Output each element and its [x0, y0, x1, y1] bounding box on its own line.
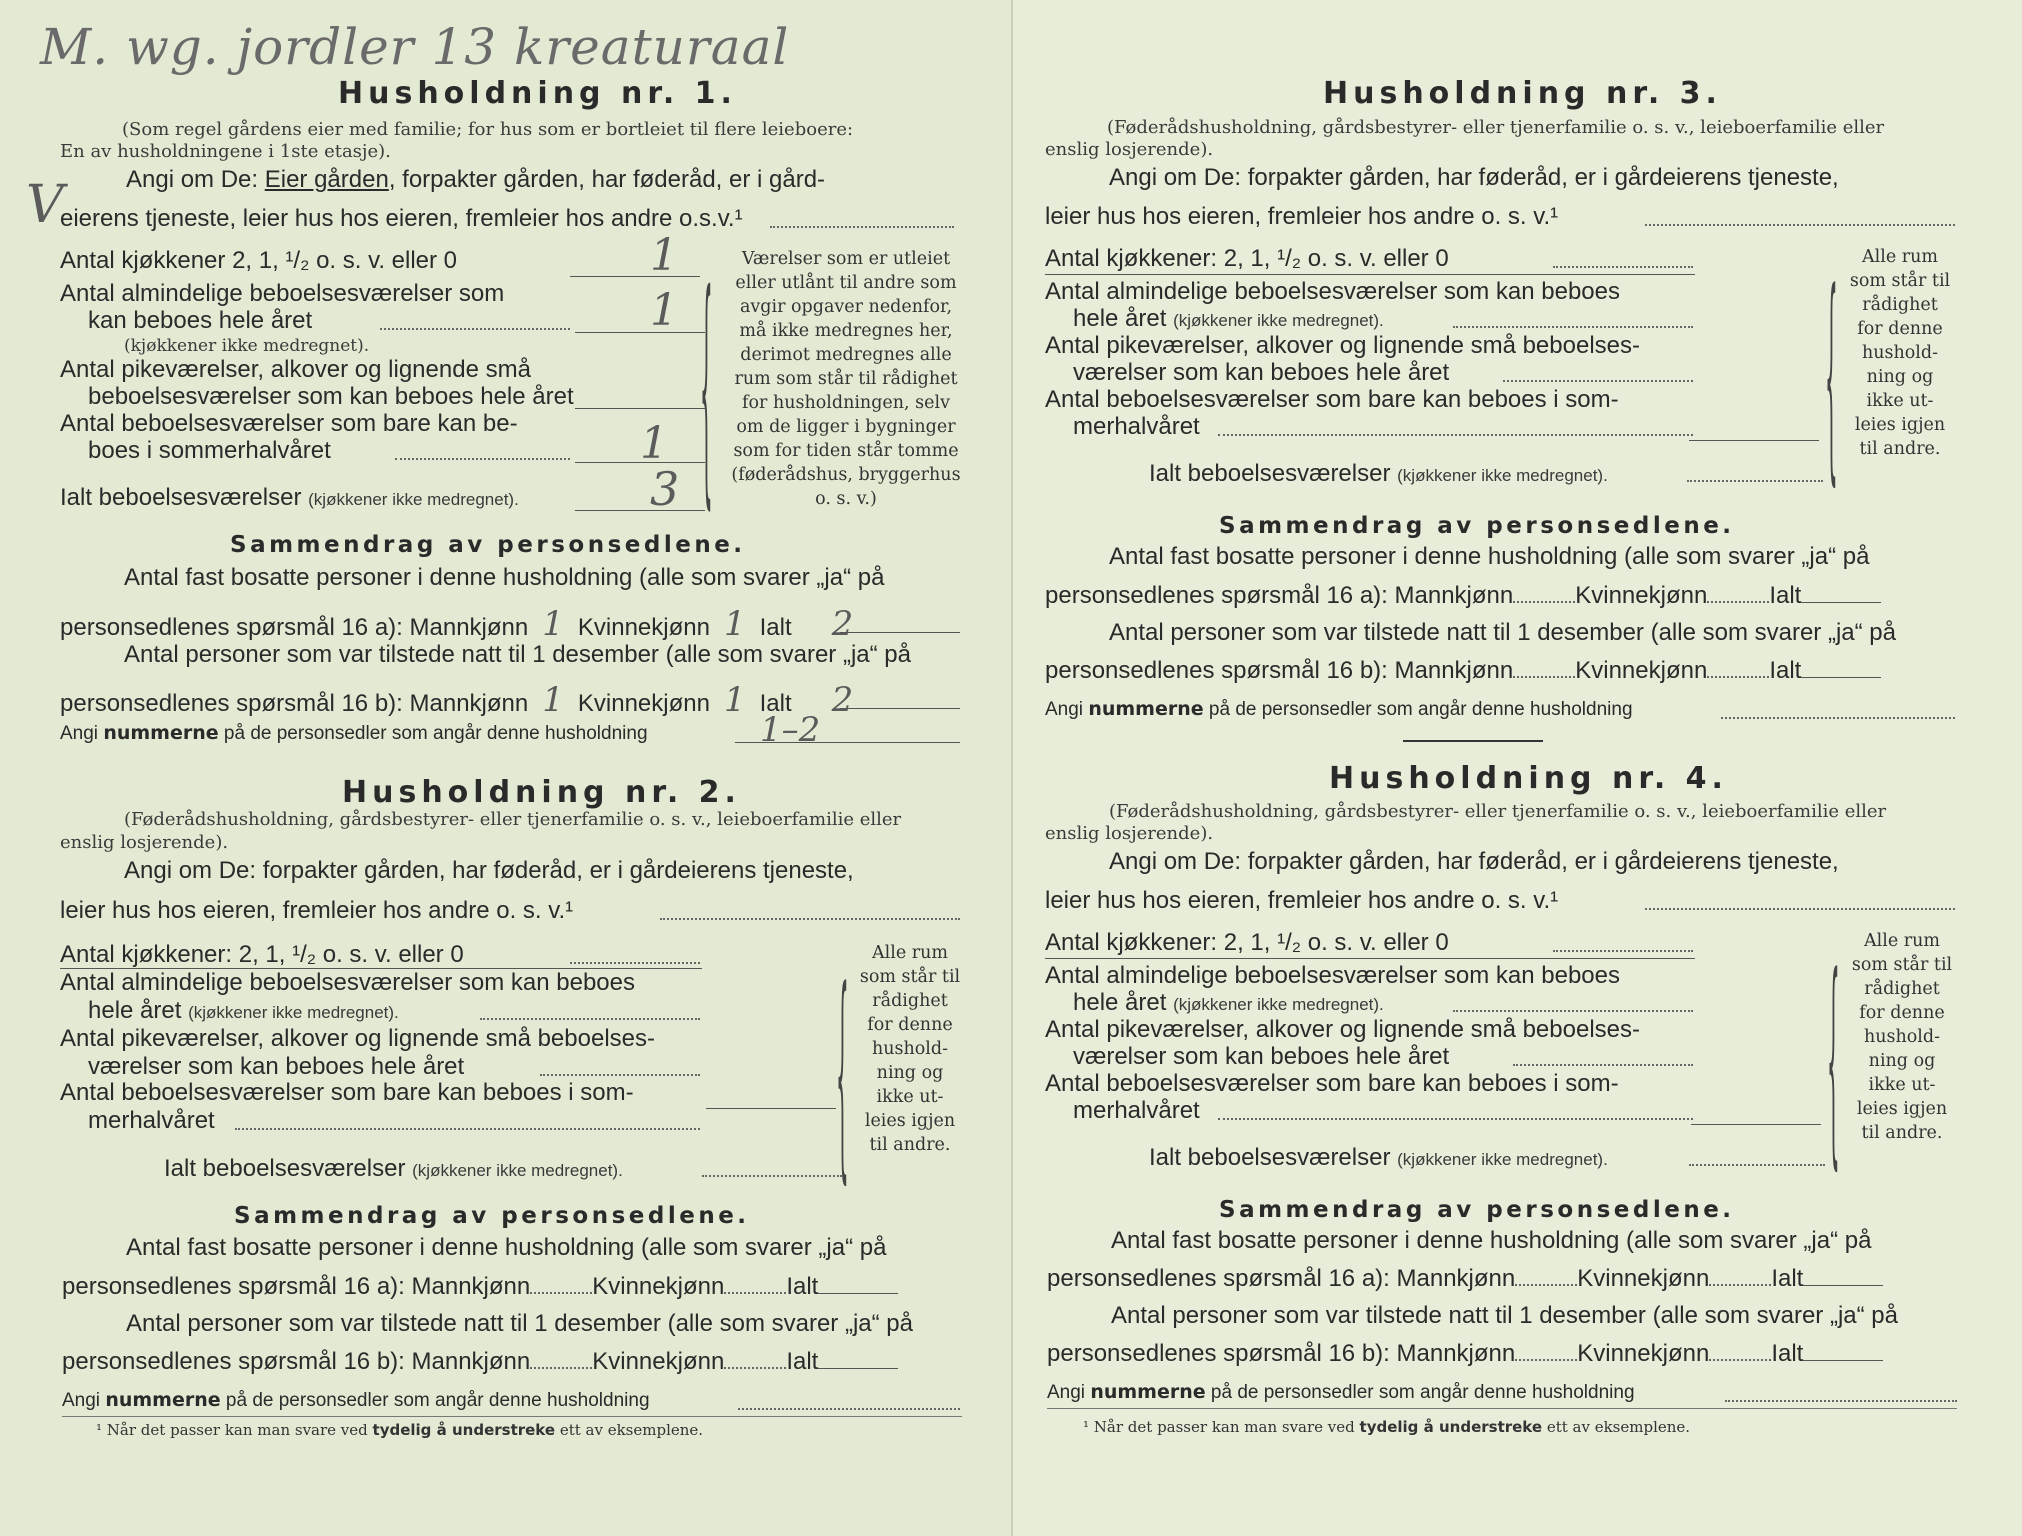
hh1-til-line1: Antal personer som var tilstede natt til 1 desember (alle som svarer „ja“ på [124, 641, 911, 668]
hh2-angi-nr [62, 1389, 650, 1412]
hh4-sommer-line1: Antal beboelsesværelser som bare kan beboes i som- [1045, 1070, 1619, 1097]
hh2-til-ialt: Ialt [786, 1348, 819, 1375]
hh4-kjokken-label: Antal kjøkkener: 2, 1, ¹/₂ o. s. v. eller 0 [1045, 929, 1449, 956]
hh4-footnote-post: ett av eksemplene. [1542, 1418, 1691, 1436]
hh1-ialt-label [60, 484, 519, 512]
hh1-alm-dots [380, 328, 570, 330]
hh4-pike-dots [1513, 1064, 1693, 1066]
hh1-pike-line2: beboelsesværelser som kan beboes hele året [88, 383, 574, 410]
hh2-ialt-label [164, 1155, 623, 1183]
hh3-kjokken-dots [1553, 266, 1693, 268]
hh2-sommer-line[interactable] [706, 1108, 836, 1109]
hh2-angi-dots [660, 918, 960, 920]
hh2-footnote-bold: tydelig å understreke [372, 1421, 556, 1439]
hh4-footnote-bold: tydelig å understreke [1359, 1418, 1543, 1436]
hh4-foot-rule [1047, 1408, 1957, 1409]
hh3-summary-title: Sammendrag av personsedlene. [1219, 513, 1735, 539]
hh4-til-line1: Antal personer som var tilstede natt til 1 desember (alle som svarer „ja“ på [1111, 1302, 1898, 1329]
hh2-fast-line1: Antal fast bosatte personer i denne husholdning (alle som svarer „ja“ på [126, 1234, 887, 1261]
hh4-title: Husholdning nr. 4. [1329, 761, 1728, 796]
hh4-fast-i-line[interactable] [1803, 1285, 1883, 1286]
hh3-angi-nr-bold: nummerne [1088, 698, 1204, 720]
hh3-pike-line1: Antal pikeværelser, alkover og lignende små beboelses- [1045, 332, 1640, 359]
hh1-check-mark: V [26, 175, 64, 235]
hh1-fast-pre: personsedlenes spørsmål 16 a): Mannkjønn [60, 614, 529, 641]
hh3-ialt-text: Ialt beboelsesværelser [1149, 460, 1391, 487]
hh3-til-i-line[interactable] [1801, 677, 1881, 678]
hh4-ialt-label [1149, 1144, 1608, 1172]
hh2-angi-line2: leier hus hos eieren, fremleier hos andre o. s. v.¹ [60, 897, 574, 924]
hh1-til-kvinne: Kvinnekjønn [577, 690, 710, 717]
hh1-angi-eier-underlined: Eier gården [264, 166, 389, 193]
hh4-angi-nr [1047, 1381, 1635, 1404]
hh4-pike-line2: værelser som kan beboes hele året [1073, 1043, 1450, 1070]
hh2-angi-nr-pre: Angi [62, 1390, 106, 1411]
hh1-alm-line2: kan beboes hele året [88, 307, 313, 334]
hh1-angi-post: , forpakter gården, har føderåd, er i gård- [388, 166, 826, 193]
hh1-side-brace: { [700, 248, 713, 534]
hh1-til-line2 [60, 680, 853, 720]
hh3-fast-ialt: Ialt [1769, 582, 1802, 609]
hh1-note-line2: En av husholdningene i 1ste etasje). [60, 141, 391, 162]
hh4-fast-line1: Antal fast bosatte personer i denne husholdning (alle som svarer „ja“ på [1111, 1227, 1872, 1254]
hh2-angi-nr-dots[interactable] [738, 1408, 960, 1410]
hh2-foot-rule [62, 1416, 962, 1417]
hh2-footnote-pre: ¹ Når det passer kan man svare ved [96, 1421, 373, 1439]
handwritten-header: M. wg. jordler 13 kreaturaal [40, 18, 790, 76]
hh1-fast-line2 [60, 604, 853, 644]
hh1-fast-i: 2 [831, 604, 854, 644]
hh1-til-k: 1 [723, 680, 746, 720]
hh3-pike-line2: værelser som kan beboes hele året [1073, 359, 1450, 386]
hh3-angi-dots [1645, 224, 1955, 226]
hh4-ialt-dots [1689, 1164, 1825, 1166]
hh2-til-line2 [62, 1348, 898, 1376]
hh2-angi-line1: Angi om De: forpakter gården, har føderåd, er i gårdeierens tjeneste, [124, 857, 854, 884]
hh4-ialt-text: Ialt beboelsesværelser [1149, 1144, 1391, 1171]
hh3-til-m-dots[interactable] [1513, 676, 1575, 678]
hh2-fast-pre: personsedlenes spørsmål 16 a): Mannkjønn [62, 1273, 531, 1300]
hh1-angi-dots [770, 226, 954, 228]
hh3-kjokken-label: Antal kjøkkener: 2, 1, ¹/₂ o. s. v. eller 0 [1045, 245, 1449, 272]
hh1-ialt-small: (kjøkkener ikke medregnet). [308, 490, 519, 509]
hh2-alm-line2-small: (kjøkkener ikke medregnet). [188, 1003, 399, 1022]
hh1-til-m: 1 [542, 680, 564, 720]
hh4-kjokken-line[interactable] [1045, 958, 1695, 959]
hh2-title: Husholdning nr. 2. [342, 775, 741, 810]
hh3-alm-dots [1453, 326, 1693, 328]
hh3-sommer-line2: merhalvåret [1073, 413, 1200, 440]
hh3-ialt-label [1149, 460, 1608, 488]
hh4-kjokken-dots [1553, 950, 1693, 952]
hh3-alm-line1: Antal almindelige beboelsesværelser som kan beboes [1045, 278, 1620, 305]
hh4-alm-line2-text: hele året [1073, 989, 1167, 1016]
hh3-sommer-line[interactable] [1689, 440, 1819, 441]
hh2-side-note: Alle rum som står til rådighet for denne hushold-ning og ikke ut-leies igjen til andre. [859, 943, 961, 1155]
hh2-ialt-text: Ialt beboelsesværelser [164, 1155, 406, 1182]
hh3-til-kvinne: Kvinnekjønn [1575, 657, 1708, 684]
hh1-sommer-line1: Antal beboelsesværelser som bare kan be- [60, 410, 518, 437]
hh3-angi-line1: Angi om De: forpakter gården, har føderåd, er i gårdeierens tjeneste, [1109, 164, 1839, 191]
hh4-fast-kvinne: Kvinnekjønn [1577, 1265, 1710, 1292]
hh2-note-line2: enslig losjerende). [60, 832, 229, 853]
hh3-sommer-dots [1218, 434, 1693, 436]
hh3-angi-nr-post: på de personsedler som angår denne husholdning [1203, 699, 1633, 720]
hh1-fast-m: 1 [542, 604, 564, 644]
hh2-fast-k-dots[interactable] [724, 1292, 786, 1294]
hh3-til-line1: Antal personer som var tilstede natt til 1 desember (alle som svarer „ja“ på [1109, 619, 1896, 646]
hh3-alm-line2-small: (kjøkkener ikke medregnet). [1173, 311, 1384, 330]
hh4-fast-line2 [1047, 1265, 1883, 1293]
hh1-kjokken-label: Antal kjøkkener 2, 1, ¹/₂ o. s. v. eller 0 [60, 247, 458, 274]
hh3-angi-nr-pre: Angi [1045, 699, 1089, 720]
hh3-side-note: Alle rum som står til rådighet for denne hushold-ning og ikke ut-leies igjen til andre. [1849, 247, 1951, 459]
hh2-ialt-small: (kjøkkener ikke medregnet). [412, 1161, 623, 1180]
hh1-til-i: 2 [831, 680, 854, 720]
hh3-fast-m-dots[interactable] [1513, 601, 1575, 603]
hh2-angi-nr-post: på de personsedler som angår denne husholdning [220, 1390, 650, 1411]
hh2-footnote [96, 1421, 703, 1439]
hh1-alm-line3: (kjøkkener ikke medregnet). [124, 336, 370, 356]
hh4-fast-pre: personsedlenes spørsmål 16 a): Mannkjønn [1047, 1265, 1516, 1292]
hh4-angi-nr-dots[interactable] [1725, 1400, 1957, 1402]
hh3-angi-line2: leier hus hos eieren, fremleier hos andre o. s. v.¹ [1045, 203, 1559, 230]
hh2-pike-line2: værelser som kan beboes hele året [88, 1053, 465, 1080]
hh3-fast-pre: personsedlenes spørsmål 16 a): Mannkjønn [1045, 582, 1514, 609]
hh3-til-pre: personsedlenes spørsmål 16 b): Mannkjønn [1045, 657, 1514, 684]
hh1-til-ialt: Ialt [759, 690, 792, 717]
hh3-alm-line2 [1073, 305, 1384, 333]
hh1-alm-line[interactable] [575, 332, 705, 333]
right-page [1011, 0, 2022, 1536]
hh2-alm-line1: Antal almindelige beboelsesværelser som kan beboes [60, 969, 635, 996]
hh4-angi-nr-pre: Angi [1047, 1382, 1091, 1403]
hh2-footnote-post: ett av eksemplene. [555, 1421, 704, 1439]
hh1-fast-line1: Antal fast bosatte personer i denne husholdning (alle som svarer „ja“ på [124, 564, 885, 591]
hh3-alm-line2-text: hele året [1073, 305, 1167, 332]
hh2-fast-ialt: Ialt [786, 1273, 819, 1300]
separator-rule [1403, 740, 1543, 742]
hh2-alm-line2 [88, 997, 399, 1025]
hh1-angi-pre: Angi om De: [126, 166, 265, 193]
hh2-til-k-dots[interactable] [724, 1367, 786, 1369]
hh1-til-pre: personsedlenes spørsmål 16 b): Mannkjønn [60, 690, 529, 717]
hh4-sommer-line[interactable] [1691, 1124, 1821, 1125]
hh4-til-pre: personsedlenes spørsmål 16 b): Mannkjønn [1047, 1340, 1516, 1367]
hh1-angi-nr-post: på de personsedler som angår denne husholdning [218, 723, 648, 744]
hh1-alm-line1: Antal almindelige beboelsesværelser som [60, 280, 505, 307]
hh1-side-note: Værelser som er utleiet eller utlånt til andre som avgir opgaver nedenfor, må ikke medregnes her, derimot medregnes alle rum som står til rådighet for husholdningen, selv om de ligger i bygninger som for tiden står tomme (føderådshus, bryggerhus o. s. v.) [731, 249, 961, 509]
hh1-angi-line2: eierens tjeneste, leier hus hos eieren, fremleier hos andre o.s.v.¹ [60, 205, 743, 232]
hh4-til-m-dots[interactable] [1515, 1359, 1577, 1361]
hh2-pike-dots [540, 1074, 700, 1076]
hh3-sommer-line1: Antal beboelsesværelser som bare kan beboes i som- [1045, 386, 1619, 413]
hh2-side-brace: { [836, 948, 849, 1206]
hh1-kjokken-line[interactable] [570, 276, 700, 277]
hh4-fast-ialt: Ialt [1771, 1265, 1804, 1292]
hh2-alm-dots [480, 1018, 700, 1020]
hh4-side-brace: { [1827, 934, 1840, 1192]
hh3-kjokken-line[interactable] [1045, 274, 1695, 275]
hh2-pike-line1: Antal pikeværelser, alkover og lignende små beboelses- [60, 1025, 655, 1052]
hh4-angi-dots [1645, 908, 1955, 910]
hh4-note-line1: (Føderådshusholdning, gårdsbestyrer- eller tjenerfamilie o. s. v., leieboerfamilie eller [1109, 801, 1887, 822]
hh1-note-line1: (Som regel gårdens eier med familie; for hus som er bortleiet til flere leieboere: [122, 119, 854, 140]
hh4-pike-line1: Antal pikeværelser, alkover og lignende små beboelses- [1045, 1016, 1640, 1043]
hh2-kjokken-dots [570, 962, 700, 964]
hh1-fast-ialt: Ialt [759, 614, 792, 641]
hh3-ialt-dots [1687, 480, 1823, 482]
hh3-pike-dots [1503, 380, 1693, 382]
hh4-til-ialt: Ialt [1771, 1340, 1804, 1367]
hh1-sommer-dots [395, 458, 570, 460]
hh1-angi-nr-bold: nummerne [103, 722, 219, 744]
hh4-footnote-pre: ¹ Når det passer kan man svare ved [1083, 1418, 1360, 1436]
hh1-kjokken-value: 1 [650, 230, 678, 281]
hh2-fast-i-line[interactable] [818, 1293, 898, 1294]
hh2-note-line1: (Føderådshusholdning, gårdsbestyrer- eller tjenerfamilie o. s. v., leieboerfamilie eller [124, 809, 902, 830]
hh4-alm-line2-small: (kjøkkener ikke medregnet). [1173, 995, 1384, 1014]
hh2-til-pre: personsedlenes spørsmål 16 b): Mannkjønn [62, 1348, 531, 1375]
hh2-til-i-line[interactable] [818, 1368, 898, 1369]
hh3-fast-line1: Antal fast bosatte personer i denne husholdning (alle som svarer „ja“ på [1109, 543, 1870, 570]
hh3-til-line2 [1045, 657, 1881, 685]
hh1-til-underline [840, 708, 960, 709]
hh2-fast-kvinne: Kvinnekjønn [592, 1273, 725, 1300]
hh2-til-m-dots[interactable] [530, 1367, 592, 1369]
hh1-summary-title: Sammendrag av personsedlene. [230, 532, 746, 558]
hh1-ialt-line[interactable] [575, 510, 705, 511]
hh3-fast-i-line[interactable] [1801, 602, 1881, 603]
hh3-angi-nr-dots[interactable] [1721, 717, 1955, 719]
hh1-ialt-text: Ialt beboelsesværelser [60, 484, 302, 511]
hh3-ialt-small: (kjøkkener ikke medregnet). [1397, 466, 1608, 485]
hh3-angi-nr [1045, 698, 1633, 721]
hh2-ialt-dots [702, 1175, 842, 1177]
hh3-til-k-dots[interactable] [1707, 676, 1769, 678]
hh4-til-k-dots[interactable] [1709, 1359, 1771, 1361]
hh2-sommer-line1: Antal beboelsesværelser som bare kan beboes i som- [60, 1079, 634, 1106]
hh3-title: Husholdning nr. 3. [1323, 76, 1722, 111]
hh3-fast-kvinne: Kvinnekjønn [1575, 582, 1708, 609]
hh1-sommer-line2: boes i sommerhalvåret [88, 437, 331, 464]
hh1-angi-nr-value: 1–2 [760, 710, 821, 750]
hh2-fast-m-dots[interactable] [530, 1292, 592, 1294]
hh2-kjokken-label: Antal kjøkkener: 2, 1, ¹/₂ o. s. v. eller 0 [60, 941, 464, 968]
hh1-alm-value: 1 [650, 285, 678, 336]
hh2-fast-line2 [62, 1273, 898, 1301]
hh4-angi-line1: Angi om De: forpakter gården, har føderåd, er i gårdeierens tjeneste, [1109, 848, 1839, 875]
hh4-alm-dots [1453, 1010, 1693, 1012]
hh4-note-line2: enslig losjerende). [1045, 823, 1214, 844]
hh1-title: Husholdning nr. 1. [338, 76, 737, 111]
hh3-note-line2: enslig losjerende). [1045, 139, 1214, 160]
hh1-fast-kvinne: Kvinnekjønn [577, 614, 710, 641]
hh1-sommer-value: 1 [640, 418, 668, 469]
hh3-side-brace: { [1825, 250, 1838, 508]
hh4-summary-title: Sammendrag av personsedlene. [1219, 1197, 1735, 1223]
hh4-fast-k-dots[interactable] [1709, 1284, 1771, 1286]
hh4-sommer-dots [1218, 1118, 1693, 1120]
hh4-angi-nr-bold: nummerne [1090, 1381, 1206, 1403]
hh4-til-kvinne: Kvinnekjønn [1577, 1340, 1710, 1367]
hh4-footnote [1083, 1418, 1690, 1436]
hh3-note-line1: (Føderådshusholdning, gårdsbestyrer- eller tjenerfamilie o. s. v., leieboerfamilie eller [1107, 117, 1885, 138]
hh1-angi-nr [60, 722, 648, 745]
hh1-pike-line1: Antal pikeværelser, alkover og lignende små [60, 356, 531, 383]
hh1-fast-underline [840, 632, 960, 633]
hh3-fast-k-dots[interactable] [1707, 601, 1769, 603]
hh2-angi-nr-bold: nummerne [105, 1389, 221, 1411]
hh4-ialt-small: (kjøkkener ikke medregnet). [1397, 1150, 1608, 1169]
hh4-alm-line1: Antal almindelige beboelsesværelser som kan beboes [1045, 962, 1620, 989]
hh2-til-kvinne: Kvinnekjønn [592, 1348, 725, 1375]
hh4-angi-nr-post: på de personsedler som angår denne husholdning [1205, 1382, 1635, 1403]
hh4-side-note: Alle rum som står til rådighet for denne hushold-ning og ikke ut-leies igjen til andre. [1851, 931, 1953, 1143]
hh1-ialt-value: 3 [650, 462, 680, 516]
hh2-summary-title: Sammendrag av personsedlene. [234, 1203, 750, 1229]
hh3-til-ialt: Ialt [1769, 657, 1802, 684]
hh4-fast-m-dots[interactable] [1515, 1284, 1577, 1286]
hh1-fast-k: 1 [723, 604, 746, 644]
hh1-angi-line1 [126, 166, 825, 194]
hh4-alm-line2 [1073, 989, 1384, 1017]
hh1-pike-line[interactable] [575, 408, 705, 409]
hh4-angi-line2: leier hus hos eieren, fremleier hos andre o. s. v.¹ [1045, 887, 1559, 914]
hh4-sommer-line2: merhalvåret [1073, 1097, 1200, 1124]
hh2-til-line1: Antal personer som var tilstede natt til 1 desember (alle som svarer „ja“ på [126, 1310, 913, 1337]
hh2-alm-line2-text: hele året [88, 997, 182, 1024]
hh4-til-line2 [1047, 1340, 1883, 1368]
hh1-angi-nr-pre: Angi [60, 723, 104, 744]
hh3-fast-line2 [1045, 582, 1881, 610]
hh2-sommer-line2: merhalvåret [88, 1107, 215, 1134]
hh2-sommer-dots [235, 1128, 700, 1130]
hh4-til-i-line[interactable] [1803, 1360, 1883, 1361]
